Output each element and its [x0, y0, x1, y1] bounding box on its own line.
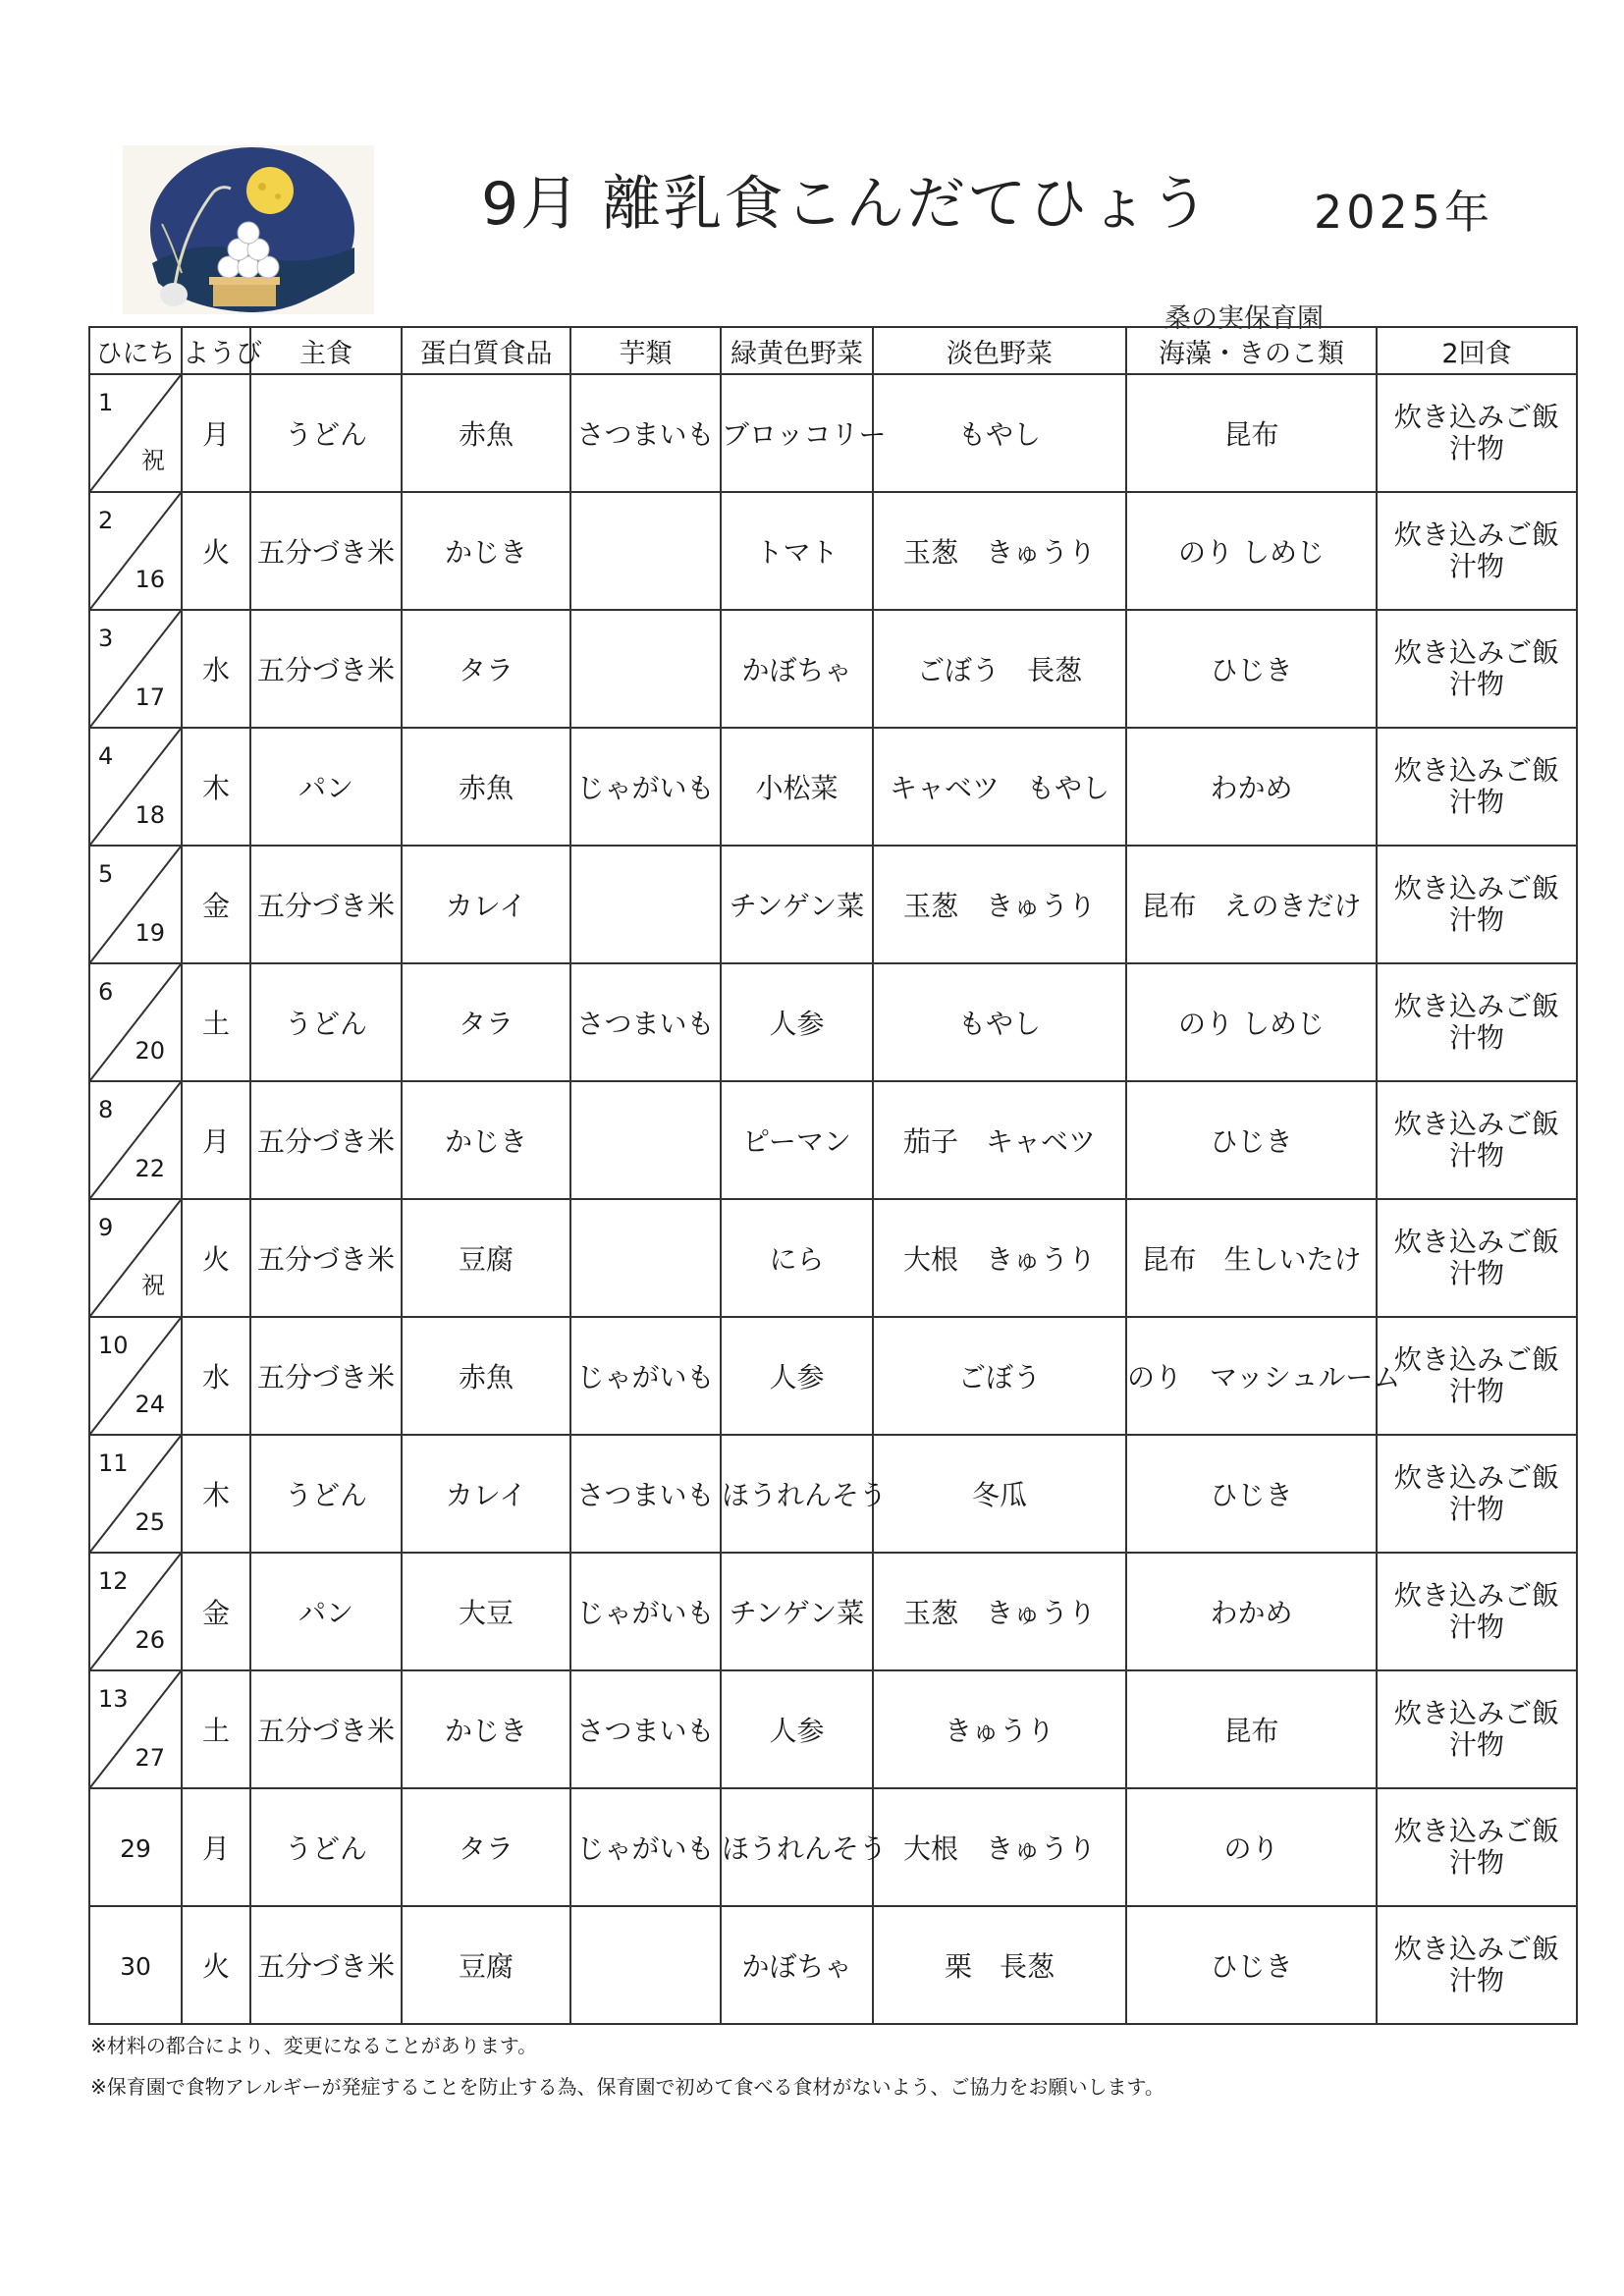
seaweed-mushroom-cell: のり しめじ: [1126, 492, 1377, 610]
date-second: 18: [135, 801, 165, 829]
table-row: [89, 1317, 1577, 1435]
weekday-cell: 水: [182, 610, 250, 728]
weekday-cell: 火: [182, 492, 250, 610]
second-meal-cell: [1377, 846, 1577, 963]
potato-cell: じゃがいも: [570, 1317, 721, 1435]
table-row: [89, 1670, 1577, 1788]
staple-cell: 五分づき米: [250, 1081, 402, 1199]
light-veg-cell: ごぼう 長葱: [873, 610, 1126, 728]
table-row: [89, 1788, 1577, 1906]
table-header-row: [89, 327, 1577, 374]
date-first: 4: [98, 742, 114, 770]
seaweed-mushroom-cell: わかめ: [1126, 728, 1377, 846]
table-row: [89, 610, 1577, 728]
green-veg-cell: ほうれんそう: [721, 1788, 873, 1906]
light-veg-cell: ごぼう: [873, 1317, 1126, 1435]
green-veg-cell: 小松菜: [721, 728, 873, 846]
potato-cell: [570, 1906, 721, 2024]
light-veg-cell: 大根 きゅうり: [873, 1788, 1126, 1906]
second-meal-cell: [1377, 1670, 1577, 1788]
green-veg-cell: ほうれんそう: [721, 1435, 873, 1553]
light-veg-cell: もやし: [873, 374, 1126, 492]
weekday-cell: 月: [182, 1081, 250, 1199]
weekday-cell: 火: [182, 1906, 250, 2024]
second-meal-cell: [1377, 1553, 1577, 1670]
light-veg-cell: 冬瓜: [873, 1435, 1126, 1553]
weekday-cell: 火: [182, 1199, 250, 1317]
column-header: ようび: [182, 327, 250, 374]
staple-cell: 五分づき米: [250, 1199, 402, 1317]
protein-cell: タラ: [402, 1788, 570, 1906]
light-veg-cell: 玉葱 きゅうり: [873, 846, 1126, 963]
second-meal-cell: [1377, 1199, 1577, 1317]
date-cell: [89, 1670, 182, 1788]
weekday-cell: 水: [182, 1317, 250, 1435]
date-cell: [89, 1199, 182, 1317]
column-header: 緑黄色野菜: [721, 327, 873, 374]
second-meal-item: 炊き込みご飯: [1393, 754, 1559, 787]
seaweed-mushroom-cell: 昆布: [1126, 1670, 1377, 1788]
second-meal-item: 炊き込みご飯: [1393, 1461, 1559, 1494]
green-veg-cell: 人参: [721, 1317, 873, 1435]
protein-cell: 赤魚: [402, 728, 570, 846]
date-second: 24: [135, 1391, 165, 1418]
seaweed-mushroom-cell: ひじき: [1126, 610, 1377, 728]
light-veg-cell: 茄子 キャベツ: [873, 1081, 1126, 1199]
second-meal-cell: [1377, 963, 1577, 1081]
protein-cell: カレイ: [402, 846, 570, 963]
green-veg-cell: ブロッコリー: [721, 374, 873, 492]
seaweed-mushroom-cell: のり: [1126, 1788, 1377, 1906]
column-header: 海藻・きのこ類: [1126, 327, 1377, 374]
green-veg-cell: チンゲン菜: [721, 846, 873, 963]
green-veg-cell: かぼちゃ: [721, 610, 873, 728]
second-meal-cell: [1377, 610, 1577, 728]
second-meal-item: 炊き込みご飯: [1393, 872, 1559, 904]
second-meal-item: 汁物: [1448, 1139, 1504, 1172]
protein-cell: 赤魚: [402, 1317, 570, 1435]
seaweed-mushroom-cell: ひじき: [1126, 1081, 1377, 1199]
seaweed-mushroom-cell: のり しめじ: [1126, 963, 1377, 1081]
date-cell: [89, 1081, 182, 1199]
light-veg-cell: キャベツ もやし: [873, 728, 1126, 846]
light-veg-cell: 大根 きゅうり: [873, 1199, 1126, 1317]
potato-cell: [570, 1199, 721, 1317]
potato-cell: さつまいも: [570, 963, 721, 1081]
seaweed-mushroom-cell: 昆布: [1126, 374, 1377, 492]
date-cell: [89, 1435, 182, 1553]
table-row: [89, 963, 1577, 1081]
menu-table: [88, 326, 1578, 2025]
staple-cell: 五分づき米: [250, 1317, 402, 1435]
date-second: 26: [135, 1626, 165, 1654]
year-label: 2025年: [1314, 186, 1494, 239]
moon-viewing-illustration: [123, 145, 374, 314]
staple-cell: うどん: [250, 1788, 402, 1906]
weekday-cell: 木: [182, 728, 250, 846]
weekday-cell: 木: [182, 1435, 250, 1553]
page-title: 9月 離乳食こんだてひょう: [481, 170, 1212, 239]
table-row: [89, 492, 1577, 610]
second-meal-cell: [1377, 1435, 1577, 1553]
potato-cell: [570, 610, 721, 728]
second-meal-item: 汁物: [1448, 1493, 1504, 1525]
green-veg-cell: トマト: [721, 492, 873, 610]
date-cell: [89, 1317, 182, 1435]
protein-cell: カレイ: [402, 1435, 570, 1553]
date-first: 12: [98, 1567, 129, 1595]
second-meal-cell: [1377, 492, 1577, 610]
second-meal-item: 炊き込みご飯: [1393, 636, 1559, 669]
staple-cell: 五分づき米: [250, 1670, 402, 1788]
green-veg-cell: チンゲン菜: [721, 1553, 873, 1670]
date-second: 25: [135, 1508, 165, 1536]
potato-cell: [570, 1081, 721, 1199]
date-second: 19: [135, 919, 165, 947]
second-meal-cell: [1377, 1081, 1577, 1199]
weekday-cell: 金: [182, 1553, 250, 1670]
second-meal-cell: [1377, 1788, 1577, 1906]
potato-cell: [570, 846, 721, 963]
table-row: [89, 846, 1577, 963]
date-first: 3: [98, 625, 114, 652]
date-first: 1: [98, 389, 114, 416]
seaweed-mushroom-cell: ひじき: [1126, 1435, 1377, 1553]
date-second: 27: [135, 1744, 165, 1772]
column-header: 淡色野菜: [873, 327, 1126, 374]
green-veg-cell: ピーマン: [721, 1081, 873, 1199]
date-single: 29: [120, 1833, 151, 1863]
second-meal-item: 炊き込みご飯: [1393, 1697, 1559, 1729]
light-veg-cell: きゅうり: [873, 1670, 1126, 1788]
table-row: [89, 374, 1577, 492]
green-veg-cell: 人参: [721, 963, 873, 1081]
weekday-cell: 金: [182, 846, 250, 963]
second-meal-item: 汁物: [1448, 786, 1504, 818]
second-meal-item: 汁物: [1448, 432, 1504, 465]
protein-cell: かじき: [402, 492, 570, 610]
date-cell: [89, 846, 182, 963]
light-veg-cell: 栗 長葱: [873, 1906, 1126, 2024]
second-meal-cell: [1377, 1317, 1577, 1435]
seaweed-mushroom-cell: 昆布 生しいたけ: [1126, 1199, 1377, 1317]
column-header: 2回食: [1377, 327, 1577, 374]
second-meal-item: 汁物: [1448, 903, 1504, 936]
date-single: 30: [120, 1951, 151, 1981]
staple-cell: うどん: [250, 374, 402, 492]
protein-cell: 大豆: [402, 1553, 570, 1670]
table-row: [89, 1199, 1577, 1317]
staple-cell: 五分づき米: [250, 610, 402, 728]
potato-cell: さつまいも: [570, 1435, 721, 1553]
second-meal-item: 炊き込みご飯: [1393, 519, 1559, 551]
table-row: [89, 1435, 1577, 1553]
note-line: ※材料の都合により、変更になることがあります。: [90, 2034, 538, 2057]
date-cell: [89, 610, 182, 728]
staple-cell: パン: [250, 728, 402, 846]
weekday-cell: 月: [182, 1788, 250, 1906]
second-meal-cell: [1377, 728, 1577, 846]
column-header: 芋類: [570, 327, 721, 374]
second-meal-item: 汁物: [1448, 1611, 1504, 1643]
second-meal-item: 炊き込みご飯: [1393, 1108, 1559, 1140]
second-meal-item: 炊き込みご飯: [1393, 1815, 1559, 1847]
protein-cell: タラ: [402, 963, 570, 1081]
date-first: 6: [98, 978, 114, 1006]
second-meal-cell: [1377, 374, 1577, 492]
potato-cell: [570, 492, 721, 610]
weekday-cell: 土: [182, 1670, 250, 1788]
second-meal-item: 炊き込みご飯: [1393, 401, 1559, 433]
column-header: 蛋白質食品: [402, 327, 570, 374]
second-meal-item: 炊き込みご飯: [1393, 1933, 1559, 1965]
date-cell: [89, 963, 182, 1081]
second-meal-item: 汁物: [1448, 1375, 1504, 1407]
light-veg-cell: 玉葱 きゅうり: [873, 1553, 1126, 1670]
table-row: [89, 728, 1577, 846]
date-first: 9: [98, 1214, 114, 1241]
protein-cell: 赤魚: [402, 374, 570, 492]
second-meal-item: 汁物: [1448, 1257, 1504, 1289]
light-veg-cell: 玉葱 きゅうり: [873, 492, 1126, 610]
date-second: 16: [135, 566, 165, 593]
light-veg-cell: もやし: [873, 963, 1126, 1081]
second-meal-item: 炊き込みご飯: [1393, 990, 1559, 1022]
seaweed-mushroom-cell: ひじき: [1126, 1906, 1377, 2024]
potato-cell: さつまいも: [570, 1670, 721, 1788]
protein-cell: 豆腐: [402, 1906, 570, 2024]
date-first: 5: [98, 860, 114, 888]
date-first: 11: [98, 1449, 129, 1477]
weekday-cell: 土: [182, 963, 250, 1081]
second-meal-item: 汁物: [1448, 1021, 1504, 1054]
date-cell: [89, 374, 182, 492]
potato-cell: さつまいも: [570, 374, 721, 492]
second-meal-item: 炊き込みご飯: [1393, 1226, 1559, 1258]
potato-cell: じゃがいも: [570, 728, 721, 846]
date-cell: [89, 728, 182, 846]
staple-cell: うどん: [250, 1435, 402, 1553]
date-second: 17: [135, 683, 165, 711]
second-meal-item: 炊き込みご飯: [1393, 1343, 1559, 1376]
protein-cell: かじき: [402, 1081, 570, 1199]
column-header: ひにち: [89, 327, 182, 374]
date-cell: [89, 1553, 182, 1670]
second-meal-item: 汁物: [1448, 1728, 1504, 1761]
potato-cell: じゃがいも: [570, 1553, 721, 1670]
second-meal-item: 汁物: [1448, 1964, 1504, 1996]
second-meal-item: 汁物: [1448, 550, 1504, 582]
second-meal-item: 汁物: [1448, 1846, 1504, 1879]
date-first: 13: [98, 1685, 129, 1713]
table-row: [89, 1906, 1577, 2024]
staple-cell: 五分づき米: [250, 846, 402, 963]
green-veg-cell: かぼちゃ: [721, 1906, 873, 2024]
potato-cell: じゃがいも: [570, 1788, 721, 1906]
seaweed-mushroom-cell: わかめ: [1126, 1553, 1377, 1670]
note-line: ※保育園で食物アレルギーが発症することを防止する為、保育園で初めて食べる食材がないよう、ご協力をお願いします。: [90, 2075, 1164, 2099]
weekday-cell: 月: [182, 374, 250, 492]
protein-cell: かじき: [402, 1670, 570, 1788]
second-meal-item: 炊き込みご飯: [1393, 1579, 1559, 1612]
date-first: 10: [98, 1332, 129, 1359]
staple-cell: パン: [250, 1553, 402, 1670]
green-veg-cell: 人参: [721, 1670, 873, 1788]
date-first: 8: [98, 1096, 114, 1123]
date-cell: [89, 1788, 182, 1906]
date-second: 祝: [141, 447, 165, 474]
column-header: 主食: [250, 327, 402, 374]
date-first: 2: [98, 507, 114, 534]
date-cell: [89, 1906, 182, 2024]
table-row: [89, 1081, 1577, 1199]
date-cell: [89, 492, 182, 610]
table-row: [89, 1553, 1577, 1670]
protein-cell: 豆腐: [402, 1199, 570, 1317]
green-veg-cell: にら: [721, 1199, 873, 1317]
second-meal-cell: [1377, 1906, 1577, 2024]
second-meal-item: 汁物: [1448, 668, 1504, 700]
date-second: 22: [135, 1155, 165, 1182]
seaweed-mushroom-cell: 昆布 えのきだけ: [1126, 846, 1377, 963]
seaweed-mushroom-cell: のり マッシュルーム: [1126, 1317, 1377, 1435]
school-name: 桑の実保育園: [1164, 303, 1324, 334]
protein-cell: タラ: [402, 610, 570, 728]
staple-cell: 五分づき米: [250, 492, 402, 610]
staple-cell: 五分づき米: [250, 1906, 402, 2024]
notes: [90, 2025, 1164, 2107]
date-second: 祝: [141, 1272, 165, 1299]
date-second: 20: [135, 1037, 165, 1065]
staple-cell: うどん: [250, 963, 402, 1081]
